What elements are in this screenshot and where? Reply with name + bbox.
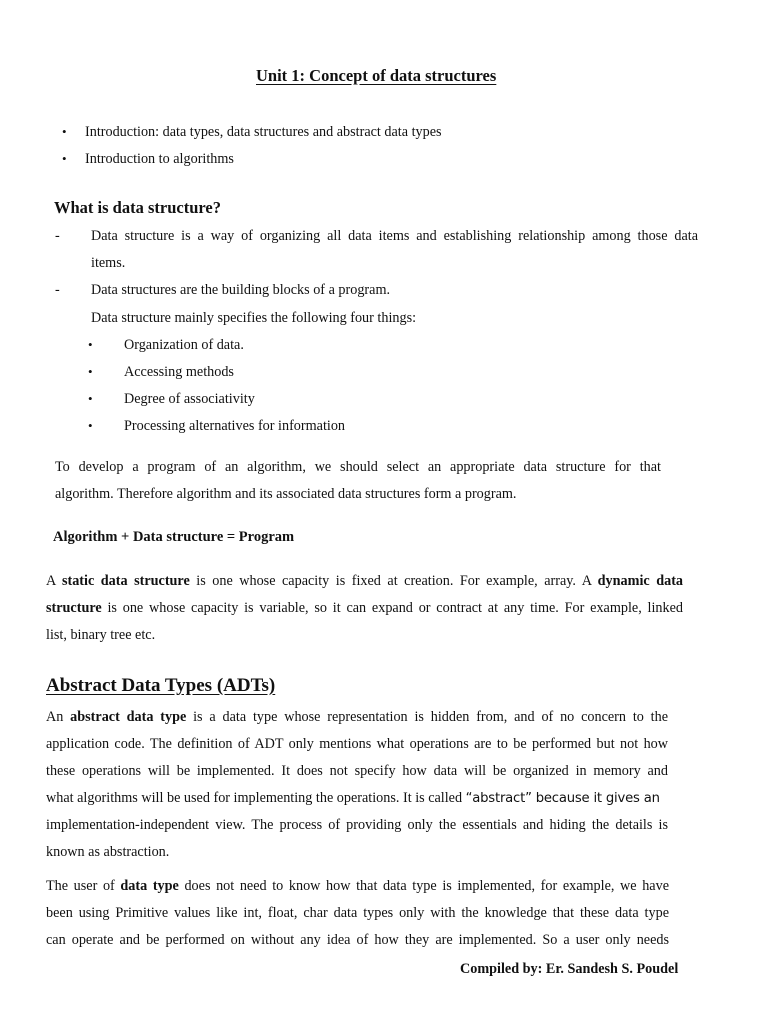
bullet-glyph: • xyxy=(88,364,93,379)
bullet-glyph: • xyxy=(88,418,93,433)
adt-user-line-2: been using Primitive values like int, float, char data types only with the knowledge that these data type xyxy=(46,905,669,921)
section-heading-adt: Abstract Data Types (ADTs) xyxy=(46,675,276,696)
thing-item-4: Processing alternatives for information xyxy=(124,418,346,434)
adt-user-line-1: The user of data type does not need to know how that data type is implemented, for example, we have xyxy=(46,878,669,894)
thing-item-2: Accessing methods xyxy=(124,364,234,380)
dash-marker: - xyxy=(55,282,60,298)
adt-user-line-3: can operate and be performed on without any idea of how they are implemented. So a user only needs xyxy=(46,932,669,948)
definition-line-2: items. xyxy=(91,255,126,271)
program-equation: Algorithm + Data structure = Program xyxy=(53,529,295,545)
static-paragraph-line-1: A static data structure is one whose capacity is fixed at creation. For example, array. A dynamic data xyxy=(46,573,684,589)
bullet-glyph: • xyxy=(88,391,93,406)
section-heading-what-is-data-structure: What is data structure? xyxy=(54,198,221,217)
adt-paragraph-line-3: these operations will be implemented. It does not specify how data will be organized in memory and xyxy=(46,763,668,779)
thing-item-1: Organization of data. xyxy=(124,337,244,353)
develop-paragraph-line-1: To develop a program of an algorithm, we should select an appropriate data structure for that xyxy=(55,459,661,475)
thing-item-3: Degree of associativity xyxy=(124,391,255,407)
bullet-glyph: • xyxy=(88,337,93,352)
bullet-glyph: • xyxy=(62,124,67,139)
adt-paragraph-line-6: known as abstraction. xyxy=(46,844,170,860)
four-things-intro: Data structure mainly specifies the following four things: xyxy=(91,310,417,326)
static-paragraph-line-2: structure is one whose capacity is variable, so it can expand or contract at any time. For example, linked xyxy=(46,600,683,616)
adt-paragraph-line-1: An abstract data type is a data type whose representation is hidden from, and of no concern to the xyxy=(46,709,669,725)
dash-marker: - xyxy=(55,228,60,244)
adt-paragraph-line-4: what algorithms will be used for implementing the operations. It is called “abstract” because it gives an xyxy=(46,790,660,806)
definition-line-1: Data structure is a way of organizing all data items and establishing relationship among those data xyxy=(91,228,698,244)
page-title: Unit 1: Concept of data structures xyxy=(256,66,497,85)
adt-paragraph-line-5: implementation-independent view. The process of providing only the essentials and hiding the details is xyxy=(46,817,668,833)
adt-paragraph-line-2: application code. The definition of ADT only mentions what operations are to be performed but not how xyxy=(46,736,668,752)
topic-item-1: Introduction: data types, data structures and abstract data types xyxy=(85,124,442,140)
static-paragraph-line-3: list, binary tree etc. xyxy=(46,627,156,643)
building-blocks-line: Data structures are the building blocks of a program. xyxy=(91,282,391,298)
bullet-glyph: • xyxy=(62,151,67,166)
footer-author: Compiled by: Er. Sandesh S. Poudel xyxy=(460,961,679,977)
develop-paragraph-line-2: algorithm. Therefore algorithm and its associated data structures form a program. xyxy=(55,486,517,502)
topic-item-2: Introduction to algorithms xyxy=(85,151,234,167)
